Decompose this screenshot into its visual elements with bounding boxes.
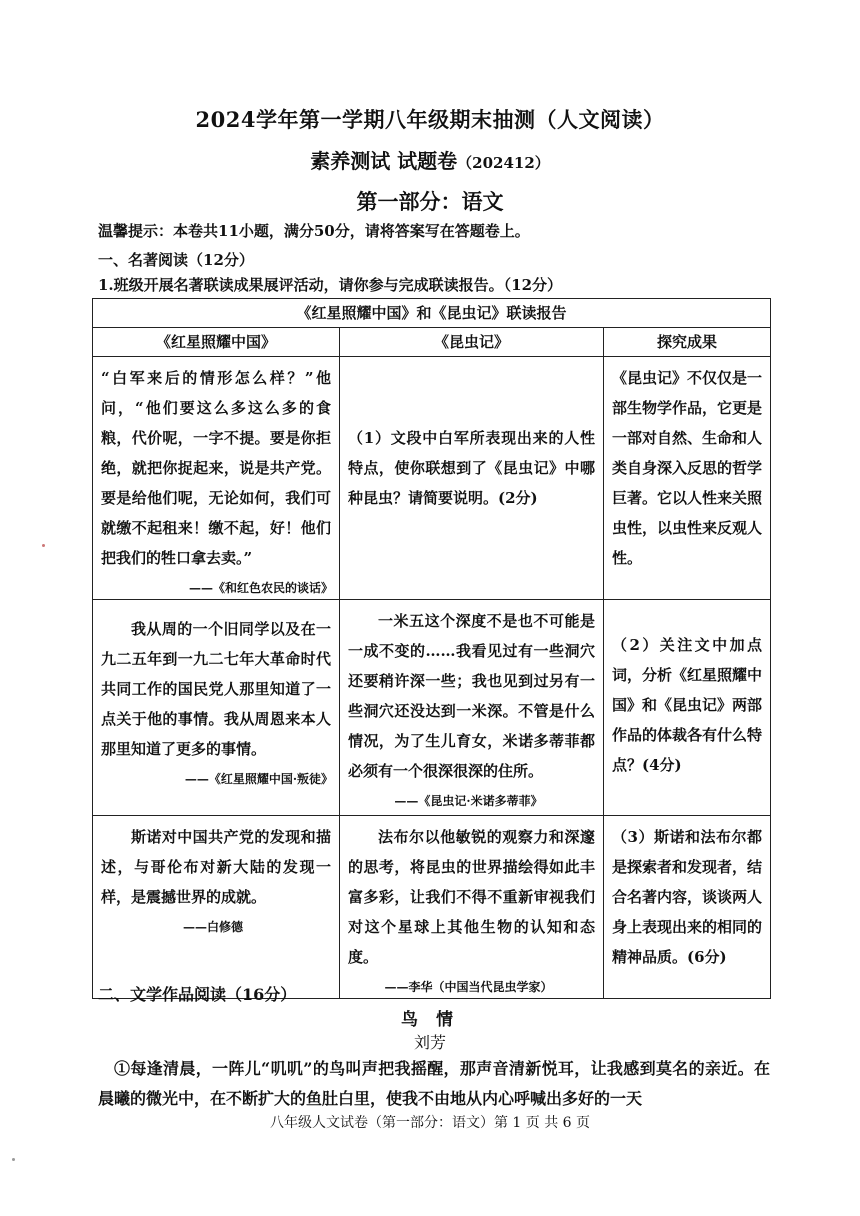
passage-source: ——白修德 xyxy=(182,920,243,934)
section-heading-literature: 二、文学作品阅读（16分） xyxy=(98,985,297,1004)
passage-red-star-1: “白军来后的情形怎么样？”他问，“他们要这么多这么多的食粮，代价呢，一字不提。要是你拒绝，就把你捉起来，说是共产党。要是给他们呢，无论如何，我们可就缴不起租来！缴不起，好！他们把我们的牲口拿去卖。” xyxy=(101,369,331,567)
column-header-findings: 探究成果 xyxy=(604,328,771,357)
table-row xyxy=(93,600,771,816)
essay-title: 鸟 情 xyxy=(401,1010,459,1030)
passage-source: ——李华（中国当代昆虫学家） xyxy=(384,980,553,994)
table-cell xyxy=(340,816,604,999)
reading-report-table xyxy=(92,298,771,999)
essay-paragraph: ①每逢清晨，一阵儿“叽叽”的鸟叫声把我摇醒，那声音清新悦耳，让我感到莫名的亲近。在晨曦的微光中，在不断扩大的鱼肚白里，使我不由地从内心呼喊出多好的一天 xyxy=(98,1059,770,1108)
table-caption: 《红星照耀中国》和《昆虫记》联读报告 xyxy=(93,299,771,328)
question-1-1: （1）文段中白军所表现出来的人性特点，使你联想到了《昆虫记》中哪种昆虫？请简要说明。(2分) xyxy=(348,429,595,507)
table-cell xyxy=(604,600,771,816)
column-header-red-star: 《红星照耀中国》 xyxy=(93,328,340,357)
finding-text: 《昆虫记》不仅仅是一部生物学作品，它更是一部对自然、生命和人类自身深入反思的哲学巨著。它以人性来关照虫性，以虫性来反观人性。 xyxy=(612,369,763,567)
question-1-prompt: 1.班级开展名著联读成果展评活动，请你参与完成联读报告。（12分） xyxy=(98,276,563,294)
scan-speck xyxy=(12,1158,15,1161)
passage-insects-2: 一米五这个深度不是也不可能是一成不变的……我看见过有一些洞穴还要稍许深一些；我也见到过另有一些洞穴还没达到一米深。不管是什么情况，为了生儿育女，米诺多蒂菲都必须有一个很深很深的住所。 xyxy=(348,612,595,780)
exam-subtitle xyxy=(0,145,860,174)
table-cell xyxy=(604,357,771,600)
table-cell xyxy=(340,357,604,600)
table-cell xyxy=(93,357,340,600)
table-cell xyxy=(340,600,604,816)
subtitle-text: 素养测试 试题卷 xyxy=(310,149,458,173)
essay-body xyxy=(98,1054,770,1114)
table-row xyxy=(93,357,771,600)
question-1-2: （2）关注文中加点词，分析《红星照耀中国》和《昆虫记》两部作品的体裁各有什么特点？(4分) xyxy=(612,636,763,774)
exam-title: 2024学年第一学期八年级期末抽测（人文阅读） xyxy=(195,107,665,132)
part-title: 第一部分：语文 xyxy=(356,189,504,214)
passage-red-star-3: 斯诺对中国共产党的发现和描述，与哥伦布对新大陆的发现一样，是震撼世界的成就。 xyxy=(101,828,331,906)
page-footer: 八年级人文试卷（第一部分：语文）第 1 页 共 6 页 xyxy=(269,1115,591,1131)
table-cell xyxy=(604,816,771,999)
scan-speck xyxy=(42,544,45,547)
passage-source: ——《和红色农民的谈话》 xyxy=(188,581,333,595)
question-1-3: （3）斯诺和法布尔都是探索者和发现者，结合名著内容，谈谈两人身上表现出来的相同的精神品质。(6分) xyxy=(612,828,763,966)
essay-author: 刘芳 xyxy=(413,1033,446,1052)
exam-code: （202412） xyxy=(457,154,550,172)
passage-red-star-2: 我从周的一个旧同学以及在一九二五年到一九二七年大革命时代共同工作的国民党人那里知道了一点关于他的事情。我从周恩来本人那里知道了更多的事情。 xyxy=(101,620,331,758)
instructions-tip: 温馨提示：本卷共11小题，满分50分，请将答案写在答题卷上。 xyxy=(98,222,530,240)
table-cell xyxy=(93,600,340,816)
column-header-insects: 《昆虫记》 xyxy=(340,328,604,357)
section-heading-classics: 一、名著阅读（12分） xyxy=(98,251,254,269)
passage-insects-3: 法布尔以他敏锐的观察力和深邃的思考，将昆虫的世界描绘得如此丰富多彩，让我们不得不重新审视我们对这个星球上其他生物的认知和态度。 xyxy=(348,828,595,966)
passage-source: ——《红星照耀中国·叛徒》 xyxy=(184,772,333,786)
table-row xyxy=(93,816,771,999)
passage-source: ——《昆虫记·米诺多蒂菲》 xyxy=(394,794,543,808)
table-cell xyxy=(93,816,340,999)
